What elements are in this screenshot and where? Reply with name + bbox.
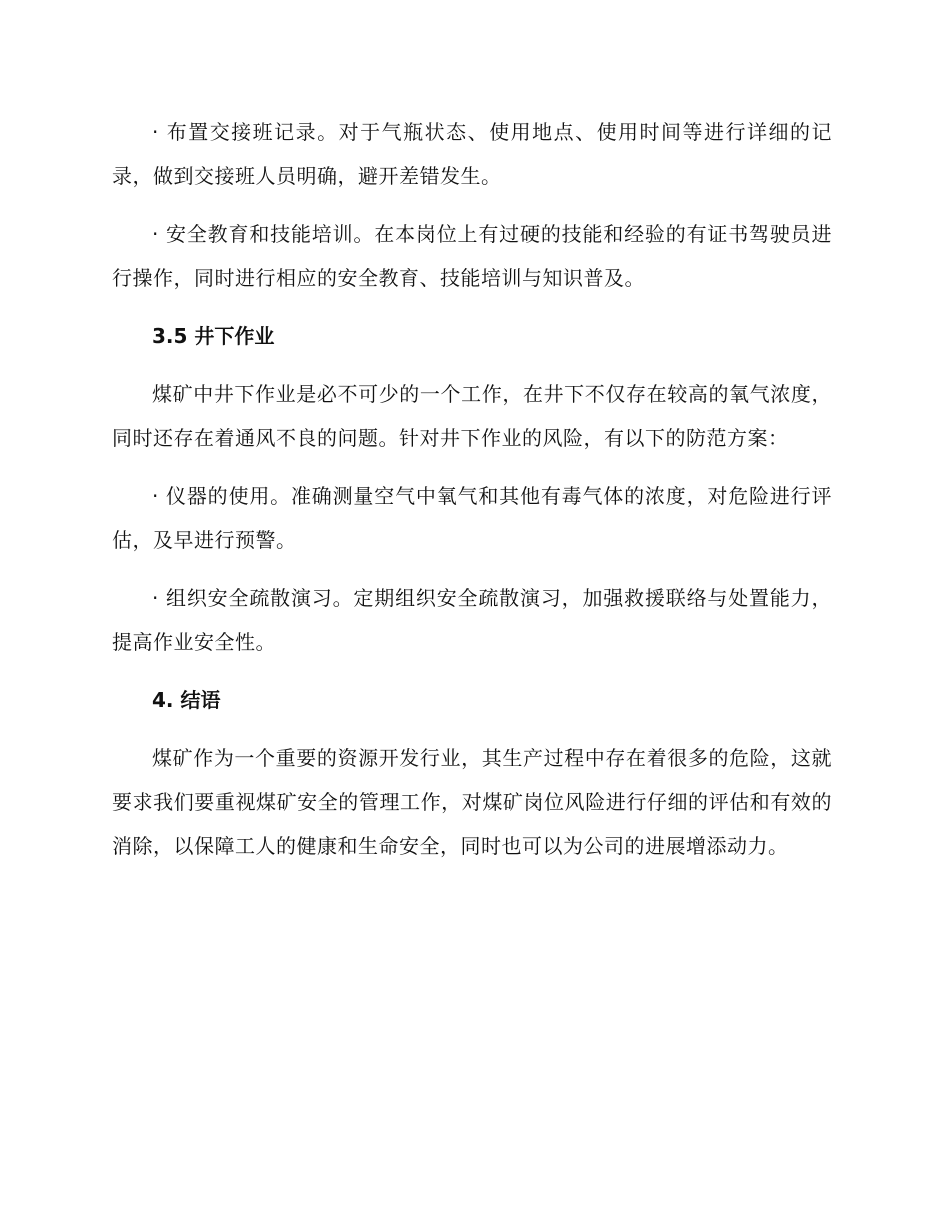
document-body bbox=[112, 110, 832, 882]
paragraph-shift-handover-record: · 布置交接班记录。对于气瓶状态、使用地点、使用时间等进行详细的记录，做到交接班人员明确，避开差错发生。 bbox=[112, 120, 832, 188]
paragraph-conclusion: 煤矿作为一个重要的资源开发行业，其生产过程中存在着很多的危险，这就要求我们要重视煤矿安全的管理工作，对煤矿岗位风险进行仔细的评估和有效的消除，以保障工人的健康和生命安全，同时也可以为公司的进展增添动力。 bbox=[112, 746, 832, 858]
paragraph-evacuation-drill: · 组织安全疏散演习。定期组织安全疏散演习，加强救援联络与处置能力，提高作业安全性。 bbox=[112, 586, 832, 654]
paragraph-instrument-use: · 仪器的使用。准确测量空气中氧气和其他有毒气体的浓度，对危险进行评估，及早进行预警。 bbox=[112, 484, 832, 552]
section-heading-underground-work: 3.5 井下作业 bbox=[152, 324, 275, 348]
section-heading-conclusion: 4. 结语 bbox=[152, 688, 221, 712]
paragraph-underground-intro: 煤矿中井下作业是必不可少的一个工作，在井下不仅存在较高的氧气浓度，同时还存在着通风不良的问题。针对井下作业的风险，有以下的防范方案： bbox=[112, 382, 832, 450]
paragraph-safety-training: · 安全教育和技能培训。在本岗位上有过硬的技能和经验的有证书驾驶员进行操作，同时进行相应的安全教育、技能培训与知识普及。 bbox=[112, 222, 832, 290]
